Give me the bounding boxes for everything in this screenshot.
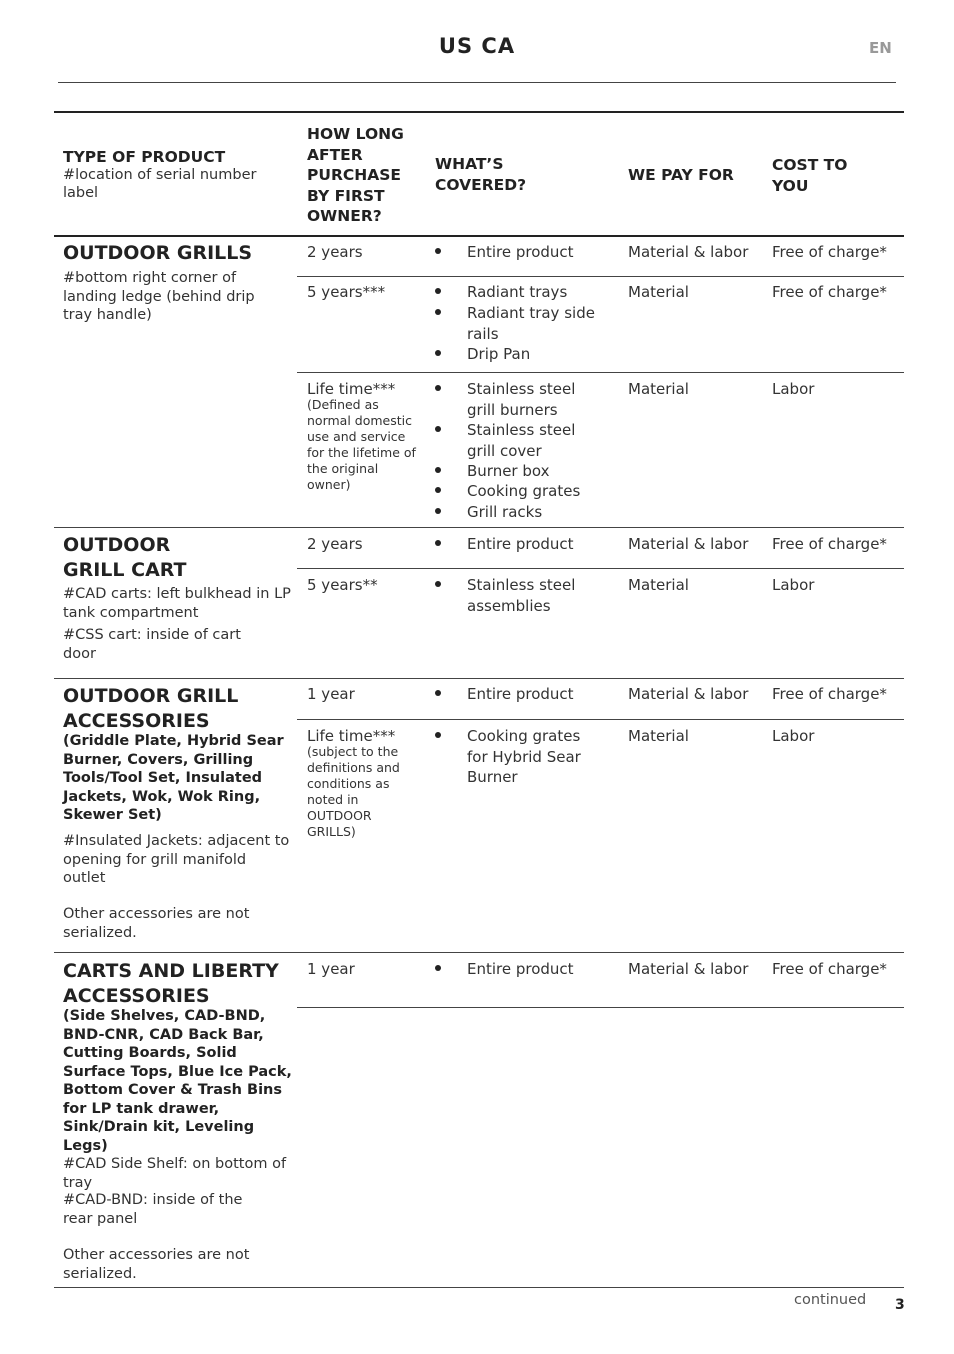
section-note: #CAD carts: left bulkhead in LP tank compartment <box>63 586 291 621</box>
covered-item: Drip Pan <box>467 345 531 363</box>
bullet-icon <box>435 309 441 315</box>
table-bottom-rule <box>54 1287 904 1288</box>
covered-item: Stainless steel grill burners <box>467 380 576 419</box>
bullet-icon <box>435 467 441 473</box>
period: 5 years** <box>307 576 378 594</box>
bullet-icon <box>435 508 441 514</box>
cost-to-you: Free of charge* <box>772 283 887 301</box>
col-header-cost: COST TO YOU <box>772 156 848 195</box>
covered-item: Cooking grates <box>467 482 581 500</box>
bullet-icon <box>435 350 441 356</box>
table-top-rule <box>54 111 904 113</box>
section-title: CARTS AND LIBERTY ACCESSORIES <box>63 960 279 1007</box>
covered-item: Grill racks <box>467 503 543 521</box>
cost-to-you: Free of charge* <box>772 685 887 703</box>
row-divider <box>297 568 904 569</box>
period: 5 years*** <box>307 283 386 301</box>
period: 1 year <box>307 960 355 978</box>
col-header-how-long: HOW LONG AFTER PURCHASE BY FIRST OWNER? <box>307 125 404 225</box>
period-note: (subject to the definitions and conditions as noted in OUTDOOR GRILLS) <box>307 744 400 839</box>
bullet-icon <box>435 690 441 696</box>
covered-item: Burner box <box>467 462 550 480</box>
covered-item: Cooking grates for Hybrid Sear Burner <box>467 727 581 786</box>
covered-item: Entire product <box>467 243 574 261</box>
bullet-icon <box>435 385 441 391</box>
cost-to-you: Labor <box>772 576 815 594</box>
section-note: Other accessories are not serialized. <box>63 1247 250 1282</box>
row-divider <box>297 719 904 720</box>
page-number: 3 <box>895 1297 905 1313</box>
section-note: Other accessories are not serialized. <box>63 906 250 941</box>
period: Life time*** <box>307 727 396 745</box>
period: 1 year <box>307 685 355 703</box>
continued-label: continued <box>794 1292 867 1308</box>
header-divider <box>58 82 896 83</box>
section-divider <box>54 678 904 679</box>
language-label: EN <box>869 39 892 57</box>
section-note: #Insulated Jackets: adjacent to opening for grill manifold outlet <box>63 833 290 886</box>
we-pay-for: Material <box>628 576 689 594</box>
we-pay-for: Material & labor <box>628 243 749 261</box>
covered-item: Entire product <box>467 535 574 553</box>
cost-to-you: Free of charge* <box>772 535 887 553</box>
row-divider <box>297 1007 904 1008</box>
cost-to-you: Free of charge* <box>772 960 887 978</box>
covered-item: Stainless steel assemblies <box>467 576 576 615</box>
period: 2 years <box>307 535 363 553</box>
cost-to-you: Labor <box>772 380 815 398</box>
covered-item: Radiant tray side rails <box>467 304 595 343</box>
bullet-icon <box>435 426 441 432</box>
we-pay-for: Material & labor <box>628 960 749 978</box>
col-header-pay: WE PAY FOR <box>628 166 734 184</box>
we-pay-for: Material <box>628 380 689 398</box>
section-divider <box>54 527 904 528</box>
section-note: #CAD Side Shelf: on bottom of tray <box>63 1156 287 1191</box>
section-divider <box>54 952 904 953</box>
covered-item: Entire product <box>467 960 574 978</box>
period-note: (Defined as normal domestic use and service for the lifetime of the original owner) <box>307 397 416 492</box>
bullet-icon <box>435 288 441 294</box>
covered-item: Stainless steel grill cover <box>467 421 576 460</box>
period: 2 years <box>307 243 363 261</box>
we-pay-for: Material & labor <box>628 535 749 553</box>
cost-to-you: Free of charge* <box>772 243 887 261</box>
period: Life time*** <box>307 380 396 398</box>
section-note: #bottom right corner of landing ledge (behind drip tray handle) <box>63 270 255 323</box>
section-title: OUTDOOR GRILLS <box>63 242 253 264</box>
section-note: #CSS cart: inside of cart door <box>63 627 241 662</box>
bullet-icon <box>435 581 441 587</box>
row-divider <box>297 276 904 277</box>
col-header-covered: WHAT’S COVERED? <box>435 155 527 194</box>
bullet-icon <box>435 248 441 254</box>
we-pay-for: Material & labor <box>628 685 749 703</box>
bullet-icon <box>435 732 441 738</box>
section-subtitle: (Side Shelves, CAD-BND, BND-CNR, CAD Back Bar, Cutting Boards, Solid Surface Tops, Blue Ice Pack, Bottom Cover & Trash Bins for LP tank drawer, Sink/Drain kit, Leveling Legs) <box>63 1008 292 1154</box>
row-divider <box>297 372 904 373</box>
covered-item: Radiant trays <box>467 283 568 301</box>
section-note: #CAD-BND: inside of the rear panel <box>63 1192 243 1227</box>
we-pay-for: Material <box>628 283 689 301</box>
covered-item: Entire product <box>467 685 574 703</box>
bullet-icon <box>435 487 441 493</box>
we-pay-for: Material <box>628 727 689 745</box>
page-title: US CA <box>438 34 516 58</box>
col-header-type: TYPE OF PRODUCT <box>63 148 226 166</box>
section-title: OUTDOOR GRILL CART <box>63 534 187 581</box>
bullet-icon <box>435 965 441 971</box>
col-header-type-sub: #location of serial number label <box>63 167 257 201</box>
section-subtitle: (Griddle Plate, Hybrid Sear Burner, Covers, Grilling Tools/Tool Set, Insulated Jackets, Wok, Wok Ring, Skewer Set) <box>63 733 284 823</box>
bullet-icon <box>435 540 441 546</box>
header-bottom-rule <box>54 235 904 237</box>
section-title: OUTDOOR GRILL ACCESSORIES <box>63 685 239 732</box>
cost-to-you: Labor <box>772 727 815 745</box>
